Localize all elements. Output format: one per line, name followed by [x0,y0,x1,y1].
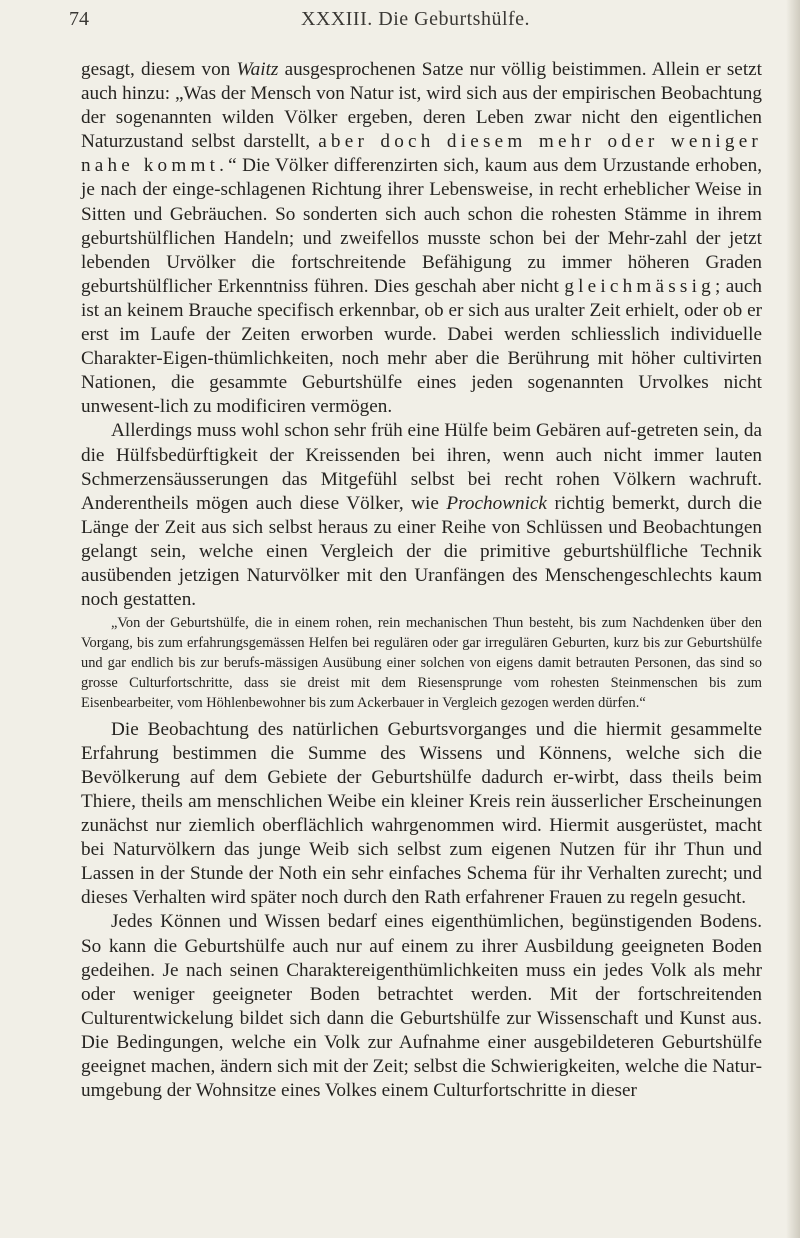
page-number: 74 [69,8,89,30]
body-text [81,58,762,1103]
text-run: Allerdings muss wohl schon sehr früh eine Hülfe beim Gebären auf-getreten sein, da die Hülfsbedürftigkeit der Kreissenden bei ihren, wenn auch nicht immer lauten Schmerzensäusserungen das Mitgefühl selbst bei recht rohen Völkern wachruft. Anderentheils mögen auch diese Völker, wie [81,420,762,514]
running-title: XXXIII. Die Geburtshülfe. [300,8,531,30]
author-name-waitz: Waitz [236,59,279,80]
text-run: gesagt, diesem von [81,59,237,80]
author-name-prochownick: Prochownick [446,492,547,514]
emphasis-spaced: aber doch diesem mehr oder weniger nahe kommt. [81,131,763,177]
emphasis-spaced: gleichmässig [564,275,715,297]
text-run: richtig bemerkt, durch die Länge der Zeit aus sich selbst heraus zu einer Reihe von Schlüssen und Beobachtungen gelangt sein, welche einen Vergleich der die primitive geburtshülfliche Technik ausübenden jetzigen Naturvölker mit den Uranfängen des Menschengeschlechts kaum noch gestatten. [81,492,762,611]
running-header [69,8,762,38]
page-edge-shadow [786,0,800,1238]
text-run: ausgesprochenen Satze nur völlig beistimmen. Allein er setzt auch hinzu: „Was der Mensch von Natur ist, wird sich aus der empirischen Beobachtung der sogenannten wilden Völker ergeben, deren Leben zwar nicht den eigentlichen Naturzustand selbst darstellt, [81,59,762,153]
text-run: “ Die Völker differenzirten sich, kaum aus dem Urzustande erhoben, je nach der einge-schlagenen Richtung ihrer Lebensweise, in recht erheblicher Weise in Sitten und Gebräuchen. So sonderten sich auch schon die rohesten Stämme in ihrem geburtshülflichen Handeln; und zweifellos musste schon bei der Mehr-zahl der jetzt lebenden Urvölker die fortschreitende Befähigung zu immer höheren Graden geburtshülflicher Erkenntniss führen. Dies geschah aber nicht [81,155,762,297]
paragraph-4: Jedes Können und Wissen bedarf eines eigenthümlichen, begünstigenden Bodens. So kann die Geburtshülfe auch nur auf einem zu ihrer Ausbildung geeigneten Boden gedeihen. Je nach seinen Charaktereigenthümlichkeiten muss ein jedes Volk als mehr oder weniger geeigneter Boden betrachtet werden. Mit der fortschreitenden Culturentwickelung bildet sich dann die Geburtshülfe zur Wissenschaft und Kunst aus. Die Bedingungen, welche ein Volk zur Aufnahme einer ausgebildeteren Geburtshülfe geeignet machen, ändern sich mit der Zeit; selbst die Schwierigkeiten, welche die Natur-umgebung der Wohnsitze eines Volkes einem Culturfortschritte in dieser [81,911,762,1102]
block-quote: „Von der Geburtshülfe, die in einem rohen, rein mechanischen Thun besteht, bis zum Nachdenken über den Vorgang, bis zum erfahrungsgemässen Helfen bei regulären oder gar irregulären Geburten, kurz bis zur Geburtshülfe und gar endlich bis zur berufs-mässigen Ausübung einer solchen von eigens damit betrauten Personen, das sind so grosse Culturfortschritte, dass sie dreist mit dem Riesensprunge vom rohesten Steinmenschen bis zum Eisenbearbeiter, vom Höhlenbewohner bis zum Ackerbauer in Vergleich gezogen werden dürfen.“ [81,615,762,711]
paragraph-1 [81,58,762,419]
paragraph-2 [81,419,762,612]
text-run: ; auch ist an keinem Brauche specifisch erkennbar, ob er sich aus uralter Zeit erhielt, oder ob er erst im Laufe der Zeiten erworben wurde. Dabei werden schliesslich individuelle Charakter-Eigen-thümlichkeiten, noch mehr aber die Berührung mit höher cultivirten Nationen, die gesammte Geburtshülfe eines jeden sogenannten Urvolkes nicht unwesent-lich zu modificiren vermögen. [81,275,762,418]
paragraph-3: Die Beobachtung des natürlichen Geburtsvorganges und die hiermit gesammelte Erfahrung bestimmen die Summe des Wissens und Könnens, welche sich die Bevölkerung auf dem Gebiete der Geburtshülfe dadurch er-wirbt, dass theils beim Thiere, theils am menschlichen Weibe ein kleiner Kreis rein äusserlicher Erscheinungen zunächst nur ziemlich oberflächlich wahrgenommen wird. Hiermit ausgerüstet, macht bei Naturvölkern das junge Weib sich selbst zum eigenen Nutzen für ihr Thun und Lassen in der Stunde der Noth ein sehr einfaches Schema für ihr Verhalten zurecht; und dieses Verhalten wird später noch durch den Rath erfahrener Frauen zu regeln gesucht. [81,718,762,909]
